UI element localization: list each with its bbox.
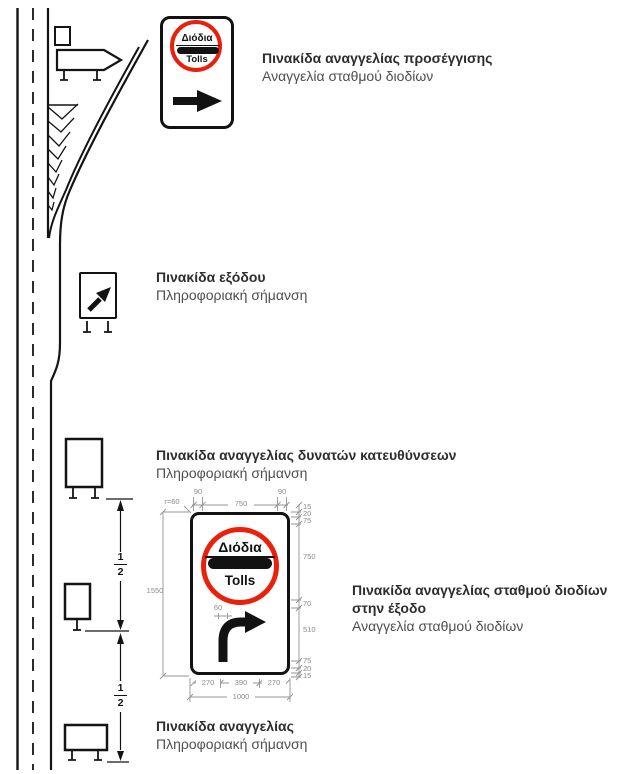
dim-top-right: 90: [277, 487, 287, 496]
dim-bottom-left: 270: [196, 679, 220, 687]
caption-title-line1: Πινακίδα αναγγελίας σταθμού διοδίων: [352, 582, 608, 598]
dim-right-5: 70: [303, 599, 312, 608]
toll-sign-greek-word: Διόδια: [181, 33, 213, 44]
dim-bottom-middle: 390: [229, 679, 253, 687]
dim-left-total: 1550: [146, 586, 164, 595]
right-arrow-icon: [163, 19, 231, 126]
dim-right-6: 510: [303, 625, 316, 634]
caption-subtitle: Πληροφοριακή σήμανση: [156, 736, 308, 752]
dim-top-middle: 750: [228, 500, 254, 508]
exit-arrow-icon: [81, 274, 114, 316]
toll-exit-sign-symbol: [65, 584, 90, 630]
ramp-outer-edge: [51, 40, 148, 770]
toll-sign-greek-word: Διόδια: [218, 539, 262, 555]
dim-right-3: 75: [303, 516, 312, 525]
dim-corner-radius: r=60: [164, 497, 180, 506]
dim-bottom-right: 270: [262, 679, 286, 687]
caption-subtitle: Αναγγελία σταθμού διοδίων: [262, 68, 434, 84]
caption-subtitle: Πληροφοριακή σήμανση: [156, 287, 308, 303]
spacing-fraction-upper: [114, 551, 127, 578]
dim-right-8: 20: [303, 664, 312, 673]
road-lines: [18, 8, 149, 770]
dim-right-4: 750: [303, 552, 316, 561]
dim-arrow-stem: 60: [213, 603, 223, 612]
dim-right-7: 75: [303, 656, 312, 665]
fraction-numerator: 1: [114, 682, 127, 696]
caption-subtitle: Πληροφοριακή σήμανση: [156, 465, 308, 481]
toll-sign-english-word: Tolls: [186, 54, 208, 65]
fraction-denominator: 2: [117, 697, 124, 709]
fraction-denominator: 2: [117, 566, 124, 578]
caption-title: Πινακίδα αναγγελίας δυνατών κατευθύνσεων: [156, 447, 457, 463]
caption-announce: [156, 717, 307, 753]
dim-right-2: 20: [303, 509, 312, 518]
flag-arrow-sign: [57, 50, 121, 80]
caption-toll-exit: [352, 581, 607, 635]
caption-title: Πινακίδα αναγγελίας προσέγγισης: [262, 50, 493, 66]
small-marker-sign: [55, 27, 70, 45]
fraction-numerator: 1: [114, 551, 127, 565]
dim-right-9: 15: [303, 671, 312, 680]
caption-directions: [156, 446, 456, 482]
gore-chevrons: [48, 104, 78, 210]
caption-title: Πινακίδα αναγγελίας: [156, 718, 294, 734]
announce-sign-symbol: [65, 725, 107, 760]
dim-top-left: 90: [193, 487, 203, 496]
exit-sign-posts: [83, 321, 112, 332]
directions-sign-symbol: [66, 439, 102, 498]
caption-title-line2: στην έξοδο: [352, 600, 427, 616]
toll-sign-english-word: Tolls: [224, 573, 256, 588]
road-diagram: [0, 0, 155, 774]
caption-approach: [262, 49, 492, 85]
caption-exit: [156, 268, 307, 304]
approach-toll-sign: [160, 16, 234, 129]
caption-title: Πινακίδα εξόδου: [156, 269, 266, 285]
dim-bottom-total: 1000: [227, 693, 255, 701]
spacing-fraction-lower: [114, 682, 127, 709]
caption-subtitle: Αναγγελία σταθμού διοδίων: [352, 618, 524, 634]
dim-right-1: 15: [303, 502, 312, 511]
exit-sign: [79, 272, 117, 319]
spacing-dimension-lines: [85, 499, 133, 762]
